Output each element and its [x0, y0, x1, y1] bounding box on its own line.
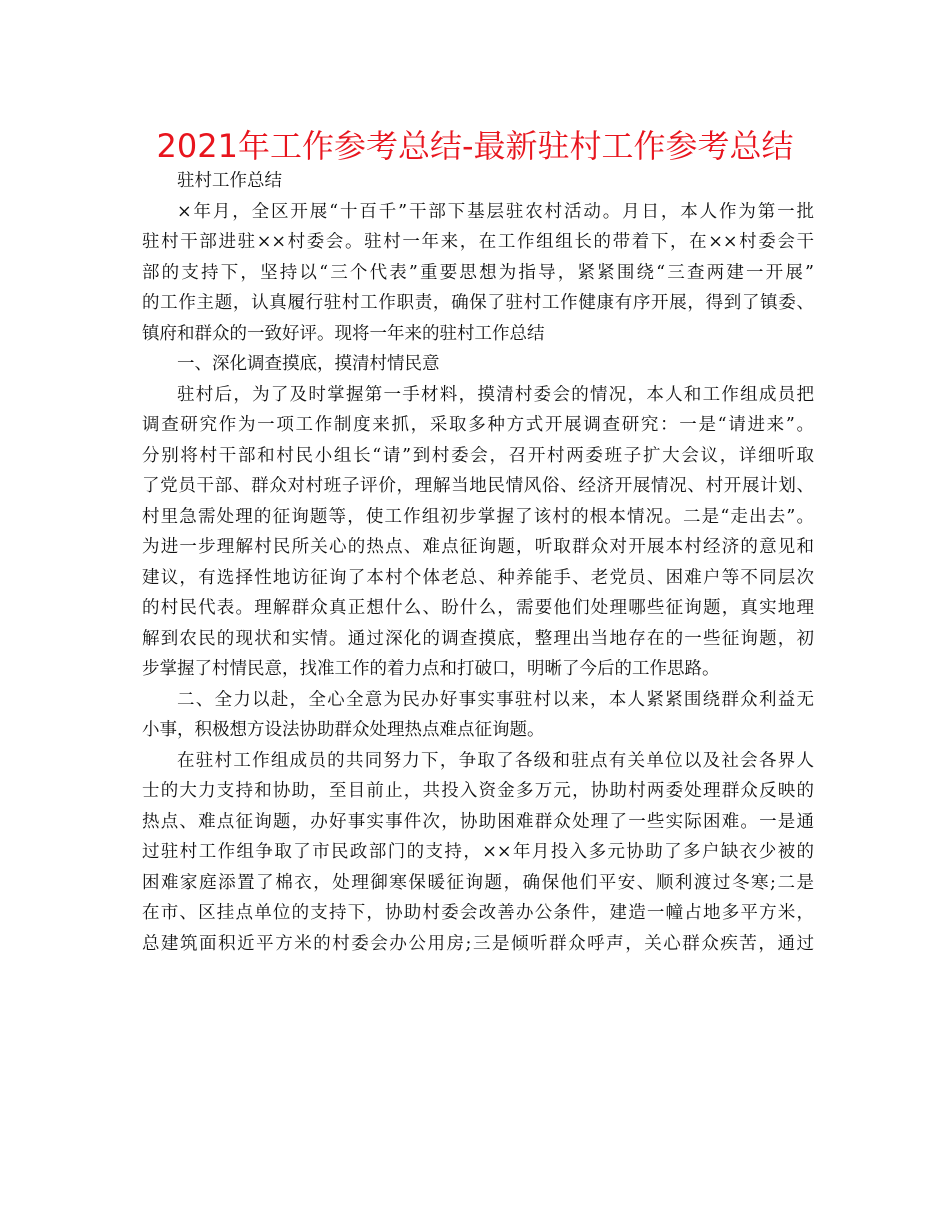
text-line: 村里急需处理的征询题等，使工作组初步掌握了该村的根本情况。二是“走出去”。: [142, 506, 814, 527]
text-line: 总建筑面积近平方米的村委会办公用房;三是倾听群众呼声，关心群众疾苦，通过: [142, 933, 814, 954]
text-line: 热点、难点征询题，办好事实事件次，协助困难群众处理了一些实际困难。一是通: [142, 811, 814, 832]
text-line: 一、深化调查摸底，摸清村情民意: [177, 354, 440, 374]
text-line: 步掌握了村情民意，找准工作的着力点和打破口，明晰了今后的工作思路。: [142, 659, 720, 679]
text-line: 驻村干部进驻××村委会。驻村一年来，在工作组组长的带着下，在××村委会干: [142, 232, 814, 252]
text-line: 驻村后，为了及时掌握第一手材料，摸清村委会的情况，本人和工作组成员把: [177, 384, 814, 405]
text-line: ×年月，全区开展“十百千”干部下基层驻农村活动。月日，本人作为第一批: [177, 201, 814, 222]
text-line: 驻村工作总结: [177, 171, 282, 191]
text-line: 在驻村工作组成员的共同努力下，争取了各级和驻点有关单位以及社会各界人: [177, 750, 814, 771]
text-line: 困难家庭添置了棉衣，处理御寒保暖征询题，确保他们平安、顺利渡过冬寒;二是: [142, 872, 814, 893]
text-line: 分别将村干部和村民小组长“请”到村委会，召开村两委班子扩大会议，详细听取: [142, 445, 814, 466]
text-line: 了党员干部、群众对村班子评价，理解当地民情风俗、经济开展情况、村开展计划、: [142, 476, 814, 496]
text-line: 小事，积极想方设法协助群众处理热点难点征询题。: [142, 720, 545, 740]
text-line: 在市、区挂点单位的支持下，协助村委会改善办公条件，建造一幢占地多平方米，: [142, 903, 814, 923]
text-line: 建议，有选择性地访征询了本村个体老总、种养能手、老党员、困难户等不同层次: [142, 567, 814, 588]
text-line: 二、全力以赴，全心全意为民办好事实事驻村以来，本人紧紧围绕群众利益无: [177, 689, 814, 710]
text-line: 部的支持下，坚持以“三个代表”重要思想为指导，紧紧围绕“三查两建一开展”: [142, 262, 814, 283]
text-line: 为进一步理解村民所关心的热点、难点征询题，听取群众对开展本村经济的意见和: [142, 537, 814, 557]
text-line: 的村民代表。理解群众真正想什么、盼什么，需要他们处理哪些征询题，真实地理: [142, 598, 814, 618]
text-line: 过驻村工作组争取了市民政部门的支持，××年月投入多元协助了多户缺衣少被的: [142, 842, 814, 862]
document-title: 2021年工作参考总结-最新驻村工作参考总结: [156, 127, 794, 165]
text-line: 士的大力支持和协助，至目前止，共投入资金多万元，协助村两委处理群众反映的: [142, 781, 814, 801]
document-body: [142, 166, 814, 959]
text-line: 的工作主题，认真履行驻村工作职责，确保了驻村工作健康有序开展，得到了镇委、: [142, 293, 814, 313]
text-line: 解到农民的现状和实情。通过深化的调查摸底，整理出当地存在的一些征询题，初: [142, 628, 814, 649]
text-line: 调查研究作为一项工作制度来抓，采取多种方式开展调查研究：一是“请进来”。: [142, 415, 814, 435]
text-line: 镇府和群众的一致好评。现将一年来的驻村工作总结: [142, 323, 545, 344]
